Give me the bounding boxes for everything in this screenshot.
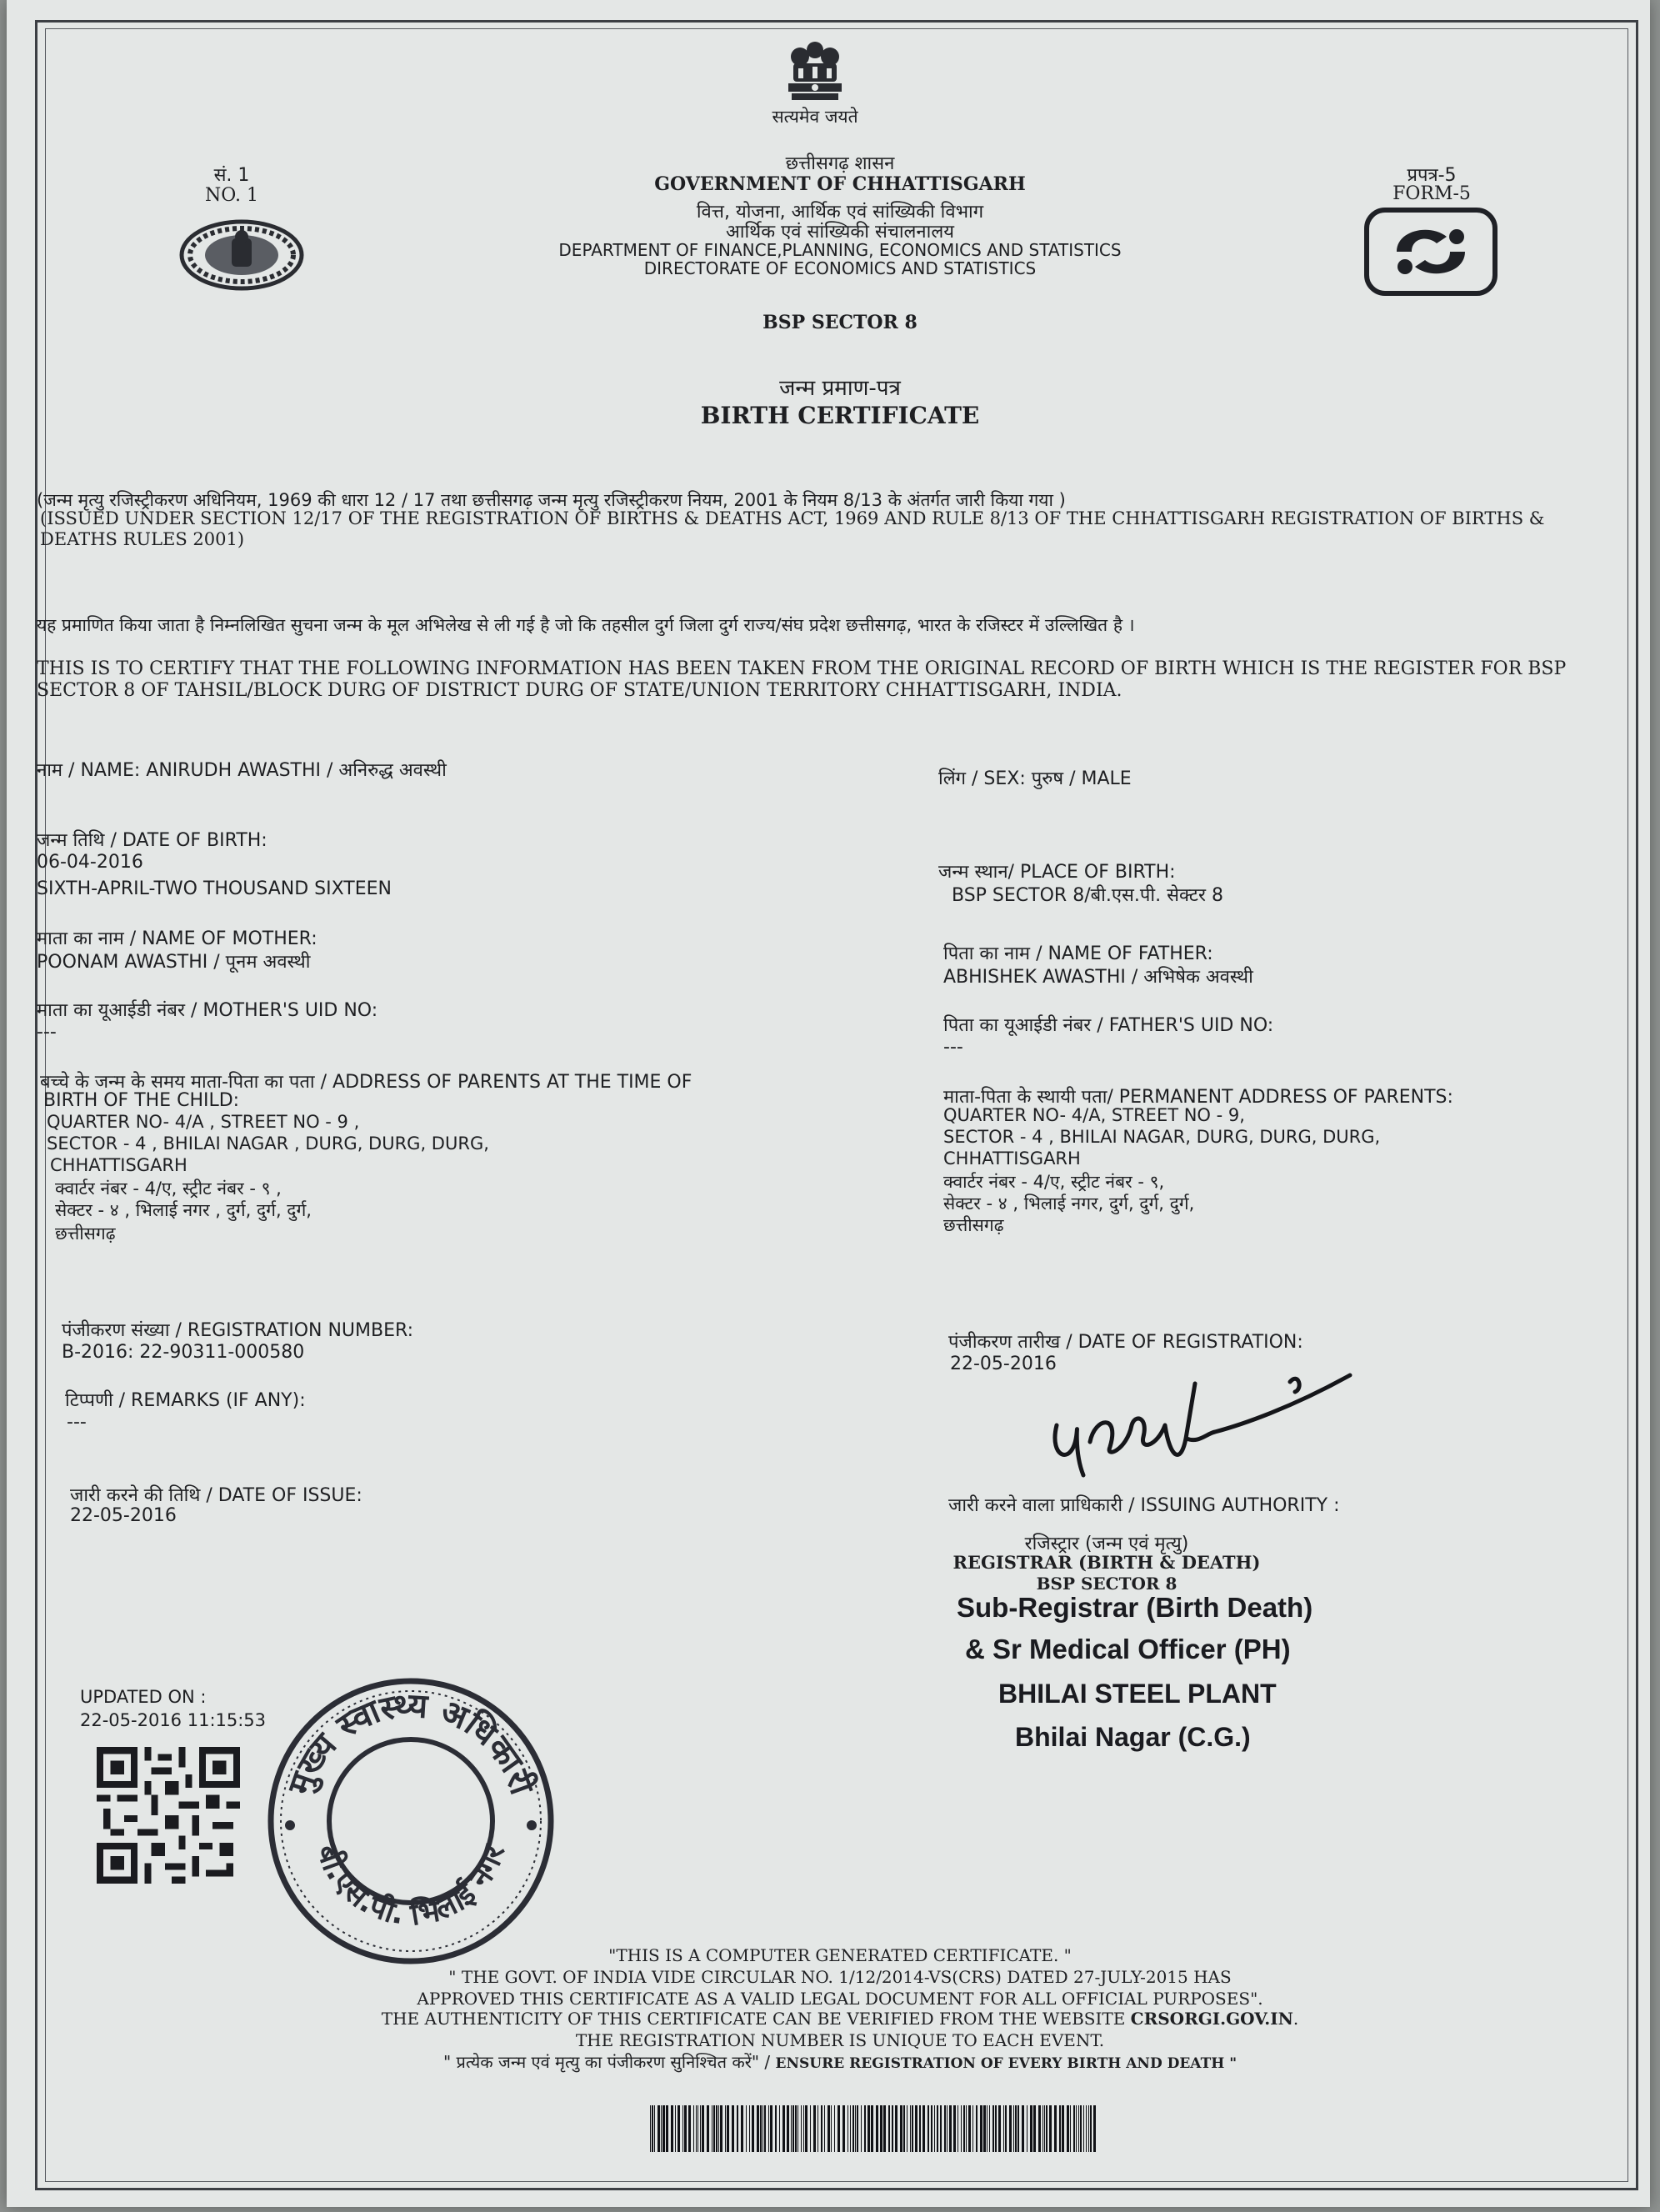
svg-text:मुख्य स्वास्थ्य अधिकारी — [281, 1686, 542, 1800]
serial-number-en: NO. 1 — [205, 185, 258, 206]
footer-slogan-hi: " प्रत्येक जन्म एवं मृत्यु का पंजीकरण सुनिश्चित करें" / — [442, 2052, 776, 2072]
footer-line1: "THIS IS A COMPUTER GENERATED CERTIFICATE. " — [608, 1945, 1072, 1965]
issued-under-en: (ISSUED UNDER SECTION 12/17 OF THE REGISTRATION OF BIRTHS & DEATHS ACT, 1969 AND RULE 8/13 OF THE CHHATTISGARH REGISTRATION OF BIRTHS & DEATHS RULES 2001) — [40, 508, 1545, 550]
barcode-icon — [650, 2105, 1100, 2152]
permanent-address-label: माता-पिता के स्थायी पता/ PERMANENT ADDRESS OF PARENTS: — [943, 1087, 1453, 1108]
footer-line5: THE REGISTRATION NUMBER IS UNIQUE TO EACH EVENT. — [575, 2030, 1105, 2050]
registrar-title-en: REGISTRAR (BIRTH & DEATH) — [952, 1552, 1261, 1573]
footer-line4 — [257, 2009, 1423, 2029]
date-of-issue-label: जारी करने की तिथि / DATE OF ISSUE: — [70, 1485, 362, 1506]
government-en: GOVERNMENT OF CHHATTISGARH — [654, 173, 1026, 195]
issuing-unit: BSP SECTOR 8 — [762, 312, 918, 333]
qr-code-icon — [97, 1747, 240, 1884]
registrar-unit: BSP SECTOR 8 — [1036, 1574, 1178, 1594]
birth-address-en-line2: SECTOR - 4 , BHILAI NAGAR , DURG, DURG, DURG, — [47, 1134, 489, 1154]
directorate-hi: आर्थिक एवं सांख्यिकी संचालनालय — [725, 222, 955, 243]
mother-uid-label: माता का यूआईडी नंबर / MOTHER'S UID NO: — [37, 1000, 378, 1021]
permanent-address-en-line1: QUARTER NO- 4/A, STREET NO - 9, — [943, 1105, 1245, 1125]
sex-value: पुरुष / MALE — [1031, 768, 1132, 789]
birth-address-en-line3: CHHATTISGARH — [50, 1155, 188, 1175]
birth-address-label-line1: बच्चे के जन्म के समय माता-पिता का पता / ADDRESS OF PARENTS AT THE TIME OF — [40, 1072, 692, 1093]
sex-label: लिंग / SEX: — [938, 768, 1026, 789]
registration-number-value: B-2016: 22-90311-000580 — [62, 1342, 305, 1363]
registration-date-label: पंजीकरण तारीख / DATE OF REGISTRATION: — [948, 1332, 1303, 1353]
registrar-signature — [1040, 1367, 1373, 1492]
officer-stamp-line4: Bhilai Nagar (C.G.) — [1015, 1722, 1251, 1752]
permanent-address-en-line3: CHHATTISGARH — [943, 1149, 1081, 1169]
registrar-title-hi: रजिस्ट्रार (जन्म एवं मृत्यु) — [1024, 1534, 1189, 1554]
father-name-label: पिता का नाम / NAME OF FATHER: — [943, 943, 1213, 964]
father-name-value: ABHISHEK AWASTHI / अभिषेक अवस्थी — [943, 967, 1253, 988]
footer-line2: " THE GOVT. OF INDIA VIDE CIRCULAR NO. 1/12/2014-VS(CRS) DATED 27-JULY-2015 HAS — [448, 1967, 1232, 1987]
name-value: ANIRUDH AWASTHI / अनिरुद्ध अवस्थी — [146, 760, 447, 781]
form-number-hi: प्रपत्र-5 — [1407, 165, 1457, 186]
state-emblem-icon — [178, 218, 305, 292]
serial-number-hi: सं. 1 — [213, 165, 250, 186]
footer-line3: APPROVED THIS CERTIFICATE AS A VALID LEGAL DOCUMENT FOR ALL OFFICIAL PURPOSES". — [417, 1989, 1263, 2009]
birth-address-hi-line2: सेक्टर - ४ , भिलाई नगर , दुर्ग, दुर्ग, दुर्ग, — [55, 1200, 312, 1220]
sex-field — [938, 765, 1132, 790]
mother-name-value: POONAM AWASTHI / पूनम अवस्थी — [37, 952, 311, 973]
dob-in-words: SIXTH-APRIL-TWO THOUSAND SIXTEEN — [37, 878, 392, 899]
department-en: DEPARTMENT OF FINANCE,PLANNING, ECONOMICS AND STATISTICS — [558, 240, 1122, 260]
verification-website: CRSORGI.GOV.IN — [1130, 2009, 1293, 2029]
father-uid-label: पिता का यूआईडी नंबर / FATHER'S UID NO: — [943, 1015, 1274, 1036]
registration-date-value: 22-05-2016 — [950, 1354, 1057, 1374]
directorate-en: DIRECTORATE OF ECONOMICS AND STATISTICS — [643, 258, 1037, 278]
issuing-authority-label: जारी करने वाला प्राधिकारी / ISSUING AUTHORITY : — [948, 1495, 1340, 1516]
footer-line6 — [257, 2050, 1423, 2073]
place-of-birth-label: जन्म स्थान/ PLACE OF BIRTH: — [938, 862, 1176, 883]
certify-statement-hi: यह प्रमाणित किया जाता है निम्नलिखित सुचना जन्म के मूल अभिलेख से ली गई है जो कि तहसील दुर्ग जिला दुर्ग राज्य/संघ प्रदेश छत्तीसगढ़, भारत के रजिस्टर में उल्लिखित है । — [37, 615, 1135, 635]
permanent-address-hi-line1: क्वार्टर नंबर - 4/ए, स्ट्रीट नंबर - ९, — [943, 1172, 1165, 1192]
place-of-birth-value: BSP SECTOR 8/बी.एस.पी. सेक्टर 8 — [952, 885, 1224, 906]
issued-under-hi: (जन्म मृत्यु रजिस्ट्रीकरण अधिनियम, 1969 की धारा 12 / 17 तथा छत्तीसगढ़ जन्म मृत्यु रजिस्ट्रीकरण नियम, 2001 के नियम 8/13 के अंतर्गत जारी किया गया ) — [37, 490, 1066, 510]
permanent-address-en-line2: SECTOR - 4 , BHILAI NAGAR, DURG, DURG, DURG, — [943, 1127, 1381, 1147]
updated-on-label: UPDATED ON : — [80, 1687, 207, 1707]
footer-line4-end: . — [1292, 2009, 1299, 2029]
emblem-motto: सत्यमेव जयते — [772, 107, 858, 127]
round-seal — [257, 1667, 565, 1975]
father-uid-value: --- — [943, 1037, 963, 1058]
birth-address-label-line2: BIRTH OF THE CHILD: — [43, 1090, 240, 1111]
footer-slogan-en: ENSURE REGISTRATION OF EVERY BIRTH AND DEATH " — [775, 2055, 1238, 2072]
svg-text:बी.एस.पी. भिलाई नगर — [309, 1839, 512, 1932]
name-field — [37, 757, 447, 782]
mother-uid-value: --- — [37, 1022, 57, 1043]
certify-statement-en: THIS IS TO CERTIFY THAT THE FOLLOWING INFORMATION HAS BEEN TAKEN FROM THE ORIGINAL RECORD OF BIRTH WHICH IS THE REGISTER FOR BSP SECTOR 8 OF TAHSIL/BLOCK DURG OF DISTRICT DURG OF STATE/UNION TERRITORY CHHATTISGARH, INDIA. — [37, 658, 1567, 702]
name-label: नाम / NAME: — [37, 760, 141, 781]
officer-stamp-line3: BHILAI STEEL PLANT — [998, 1679, 1277, 1709]
remarks-value: --- — [67, 1412, 87, 1433]
dob-label: जन्म तिथि / DATE OF BIRTH: — [37, 830, 268, 851]
department-hi: वित्त, योजना, आर्थिक एवं सांख्यिकी विभाग — [696, 202, 984, 223]
remarks-label: टिप्पणी / REMARKS (IF ANY): — [65, 1390, 306, 1411]
registration-number-label: पंजीकरण संख्या / REGISTRATION NUMBER: — [62, 1320, 414, 1341]
updated-on-value: 22-05-2016 11:15:53 — [80, 1710, 267, 1730]
seal-top-text: मुख्य स्वास्थ्य अधिकारी — [280, 1686, 542, 1799]
form-number-en: FORM-5 — [1392, 183, 1471, 204]
officer-stamp-line1: Sub-Registrar (Birth Death) — [957, 1592, 1313, 1623]
seal-bottom-text: बी.एस.पी. भिलाई नगर — [309, 1839, 512, 1933]
footer-line4-text: THE AUTHENTICITY OF THIS CERTIFICATE CAN BE VERIFIED FROM THE WEBSITE — [381, 2009, 1131, 2029]
certificate-paper — [7, 0, 1650, 2207]
date-of-issue-value: 22-05-2016 — [70, 1505, 177, 1526]
permanent-address-hi-line2: सेक्टर - ४ , भिलाई नगर, दुर्ग, दुर्ग, दुर्ग, — [943, 1194, 1195, 1214]
birth-address-en-line1: QUARTER NO- 4/A , STREET NO - 9 , — [47, 1112, 360, 1132]
dob-value: 06-04-2016 — [37, 852, 143, 873]
birth-address-hi-line3: छत्तीसगढ़ — [55, 1224, 116, 1244]
certificate-title-hi: जन्म प्रमाण-पत्र — [779, 376, 901, 401]
crs-logo-icon — [1363, 207, 1498, 297]
birth-address-hi-line1: क्वार्टर नंबर - 4/ए, स्ट्रीट नंबर - ९ , — [55, 1179, 282, 1199]
government-hi: छत्तीसगढ़ शासन — [785, 153, 895, 174]
certificate-title-en: BIRTH CERTIFICATE — [700, 402, 980, 429]
mother-name-label: माता का नाम / NAME OF MOTHER: — [37, 928, 318, 949]
permanent-address-hi-line3: छत्तीसगढ़ — [943, 1215, 1004, 1235]
officer-stamp-line2: & Sr Medical Officer (PH) — [965, 1634, 1291, 1664]
